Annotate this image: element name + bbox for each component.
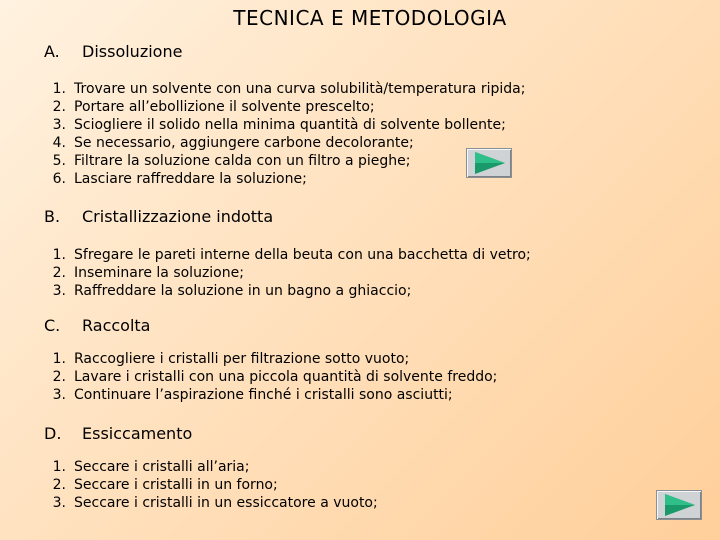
list-item bbox=[40, 246, 531, 264]
item-number: 2. bbox=[52, 477, 66, 493]
section-letter: B. bbox=[44, 207, 61, 226]
item-number: 1. bbox=[52, 351, 66, 367]
item-text: Seccare i cristalli all’aria; bbox=[74, 459, 250, 475]
list-essiccamento bbox=[40, 458, 378, 512]
list-item bbox=[40, 368, 497, 386]
section-letter: A. bbox=[44, 42, 60, 61]
list-item bbox=[40, 152, 525, 170]
item-number: 4. bbox=[52, 135, 66, 151]
list-item bbox=[40, 476, 378, 494]
list-item bbox=[40, 458, 378, 476]
play-arrow-icon bbox=[467, 149, 511, 177]
list-item bbox=[40, 170, 525, 188]
list-item bbox=[40, 80, 525, 98]
list-item bbox=[40, 282, 531, 300]
play-button-2[interactable] bbox=[656, 490, 702, 520]
section-heading-a bbox=[44, 42, 182, 61]
section-title: Dissoluzione bbox=[82, 42, 183, 61]
section-heading-d bbox=[44, 424, 192, 443]
item-number: 2. bbox=[52, 99, 66, 115]
list-item bbox=[40, 98, 525, 116]
item-number: 1. bbox=[52, 459, 66, 475]
section-title: Essiccamento bbox=[82, 424, 193, 443]
list-item bbox=[40, 264, 531, 282]
list-item bbox=[40, 494, 378, 512]
list-cristallizzazione bbox=[40, 246, 531, 300]
play-button-1[interactable] bbox=[466, 148, 512, 178]
item-number: 3. bbox=[52, 387, 66, 403]
item-text: Portare all’ebollizione il solvente prescelto; bbox=[74, 99, 375, 115]
item-text: Raccogliere i cristalli per filtrazione sotto vuoto; bbox=[74, 351, 410, 367]
item-number: 5. bbox=[52, 153, 66, 169]
item-number: 3. bbox=[52, 117, 66, 133]
item-text: Lasciare raffreddare la soluzione; bbox=[74, 171, 307, 187]
item-text: Continuare l’aspirazione finché i cristalli sono asciutti; bbox=[74, 387, 453, 403]
item-text: Inseminare la soluzione; bbox=[74, 265, 244, 281]
item-number: 2. bbox=[52, 369, 66, 385]
item-text: Sciogliere il solido nella minima quantità di solvente bollente; bbox=[74, 117, 506, 133]
item-text: Filtrare la soluzione calda con un filtro a pieghe; bbox=[74, 153, 411, 169]
item-text: Seccare i cristalli in un forno; bbox=[74, 477, 278, 493]
section-title: Cristallizzazione indotta bbox=[82, 207, 274, 226]
item-text: Sfregare le pareti interne della beuta con una bacchetta di vetro; bbox=[74, 247, 531, 263]
section-heading-b bbox=[44, 207, 273, 226]
item-text: Lavare i cristalli con una piccola quantità di solvente freddo; bbox=[74, 369, 498, 385]
list-dissoluzione bbox=[40, 80, 525, 188]
item-number: 3. bbox=[52, 495, 66, 511]
list-item bbox=[40, 134, 525, 152]
section-heading-c bbox=[44, 316, 150, 335]
list-item bbox=[40, 116, 525, 134]
item-text: Raffreddare la soluzione in un bagno a ghiaccio; bbox=[74, 283, 412, 299]
section-letter: C. bbox=[44, 316, 61, 335]
list-item bbox=[40, 386, 497, 404]
item-text: Se necessario, aggiungere carbone decolorante; bbox=[74, 135, 414, 151]
item-text: Trovare un solvente con una curva solubilità/temperatura ripida; bbox=[74, 81, 526, 97]
item-number: 3. bbox=[52, 283, 66, 299]
item-text: Seccare i cristalli in un essiccatore a vuoto; bbox=[74, 495, 378, 511]
item-number: 1. bbox=[52, 247, 66, 263]
list-item bbox=[40, 350, 497, 368]
item-number: 1. bbox=[52, 81, 66, 97]
item-number: 6. bbox=[52, 171, 66, 187]
play-arrow-icon bbox=[657, 491, 701, 519]
section-title: Raccolta bbox=[82, 316, 151, 335]
section-letter: D. bbox=[44, 424, 62, 443]
page-title: TECNICA E METODOLOGIA bbox=[233, 6, 507, 30]
item-number: 2. bbox=[52, 265, 66, 281]
list-raccolta bbox=[40, 350, 497, 404]
